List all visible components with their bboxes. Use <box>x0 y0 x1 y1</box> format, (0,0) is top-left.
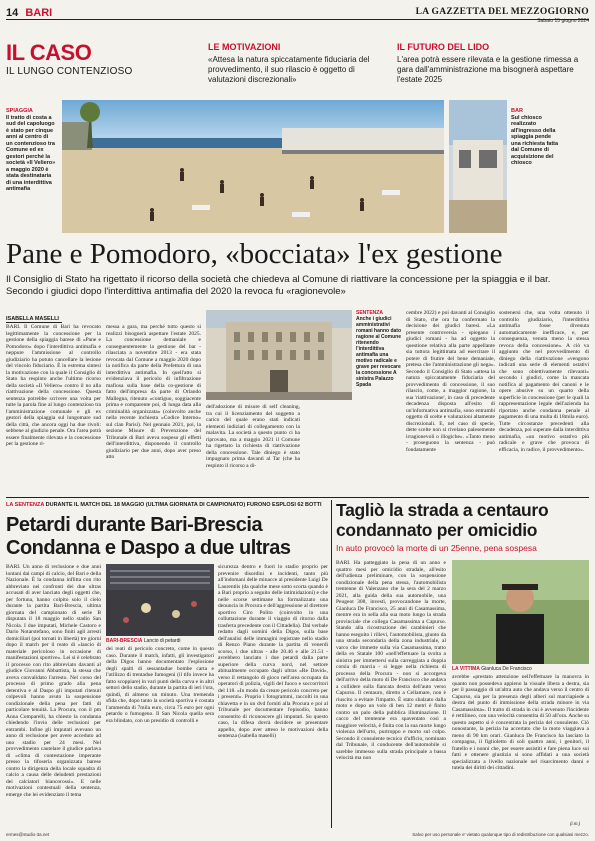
quote-text: «Attesa la natura spiccatamente fiduciaria del provvedimento, il suo rilascio è oggetto di valutazioni discrezionali» <box>208 55 370 84</box>
quote-text: L'area potrà essere rilevata e la gestione rimessa a gara dall'amministrazione ma bisognerà aspettare l'estate 2025 <box>397 55 579 84</box>
masthead-date: Sabato 15 giugno 2024 <box>537 18 589 24</box>
story2-headline-line2: Condanna e Daspo a due ultras <box>6 537 291 559</box>
story2-headline <box>6 514 326 560</box>
palazzo-spada-image <box>206 310 352 400</box>
story2-headline-line1: Petardi durante Bari-Brescia <box>6 514 263 536</box>
bar-photo-image <box>449 100 507 233</box>
story2-kicker <box>6 502 336 508</box>
victim-photo-caption <box>452 666 589 672</box>
page-header <box>6 6 589 24</box>
caption-label: BAR <box>511 108 523 114</box>
photo-caption-label: LA VITTIMA <box>452 666 480 672</box>
story2-column-3: sicurezza dentro e fuori lo stadio proprio per prevenire disordini e incidenti, tanto più all'indomani delle minacce al presidente Luigi De Laurentiis (da qualche mese sotto scorta quando è a Bari proprio a seguito delle intimidazioni) e che nelle scorse settimane ha formalizzato una denuncia in Procura e dell'aggressione al direttore sportivo Ciro Polito (coinvolto in una colluttazione durante il viaggio di ritorno dalla trasferta precedente con il Cittadella). Dal verbale redatto dagli uomini della Digos, sulla base dell'analisi delle immagini registrate nello stadio di Renzo Piano durante la partita di venerdì scorso, i due ultras - alle 20.46 e alle 21.51 - avrebbero lanciato i due petardi dalla parte superiore della curva nord, nel settore abitualmente occupato dagli ultras «Re David», verso il rettangolo di gioco nell'area occupata da operatori di polizia, vigili del fuoco e soccorritori del 118. «In modo da creare pericolo concreto per i presenti». Proprio i fotogrammi, raccolti in una chiavetta e in un dvd forniti alla Procura e poi al Tribunale per documentare l'episodio, hanno consentito di riconoscere gli imputati. Su questo caso, la difesa dovrà decidere se presentare appello, dopo aver atteso le motivazioni della sentenza (isabella maselli) <box>218 564 328 739</box>
bar-photo <box>449 100 507 233</box>
section-name: BARI <box>25 6 53 19</box>
caption-text: Sul chiosco realizzato all'ingresso della spiaggia pende una richiesta fatta dal Comune di acquisizione del chiosco <box>511 114 559 166</box>
section-divider <box>6 497 589 498</box>
photo-caption-text: Lancio di petardi <box>143 638 181 644</box>
main-standfirst: Il Consiglio di Stato ha rigettato il ricorso della società che chiedeva al Comune di riattivare la concessione per la spiaggia e il bar. Secondo i giudici dopo l'interdittiva antimafia del 2020 la revoca fu «ragionevole» <box>6 274 551 297</box>
victim-image <box>452 560 589 664</box>
bar-caption <box>511 108 561 167</box>
story2-kicker-label: LA SENTENZA <box>6 502 45 508</box>
story1-column-2: messa a gara, ma perché tutto questo si realizzi bisognerà aspettare l'estate 2025. La concessione demaniale e conseguentemente la gestione del bar - rilasciata a novembre 2013 - era stata revocata dal Comune a maggio 2020 dopo la notifica da parte della Prefettura di una interdittiva antimafia. In quell'atto si evidenziava il pericolo di infiltrazione mafiosa sulla base della co-gestione di fatto dell'impresa da parte di Orlando Mallegna, ritenuto «contiguo, soggiacente prima e comparente poi, di lunga data alla criminalità organizzata» (coinvolto anche nella recente inchiesta «Codice Interno» sul clan Parisi). Nel gennaio 2021, poi, la sezione Misure di Prevenzione del Tribunale di Bari aveva sospeso gli effetti dell'interdittiva, disponendo il controllo giudiziario per due anni, dopo aver preso atto <box>106 324 201 460</box>
byline: ISABELLA MASELLI <box>6 316 62 323</box>
story3-headline <box>336 500 589 540</box>
story1-column-5: sostenersi che, una volta ottenuto il controllo giudiziario, l'interdittiva antimafia fosse divenuta automaticamente inefficace, e, per conseguenza, venuta meno la stessa revoca della concessione». A ciò va aggiunto che nel provvedimento di diniego della riattivazione «vengono indicati una serie di elementi ostativi che sono obiettivamente rilevanti» secondo i giudici, come la mancata notifica al pagamento dei canoni e le opere abusive su un quarto della superficie in concessione (per le quali la rappresentazione legale dell'azienda ha riportato anche condanna penale al pagamento di una multa di 18mila euro). Tutte circostanze precedenti alla decadenza, poi superate dalla interdittiva antimafia, «un motivo ostativo più radicale e grave che provoca di efficacia, in radice, il provvedimento». <box>499 310 589 453</box>
story2-kicker-text: DURANTE IL MATCH DEL 18 MAGGIO (ULTIMA GIORNATA DI CAMPIONATO) FURONO ESPLOSI 62 BOTTI <box>45 502 322 508</box>
story3-signature: (i.m.) <box>570 821 581 826</box>
masthead <box>416 1 589 24</box>
story1-column-3: dell'adozione di misure di self cleaning, tra cui il licenziamento del soggetto a carico del quale erano stati indicati elementi indiziari di collegamento con la malavita. La società a questo punto ci ha riprovato, ma a maggio 2021 il Comune ha rigettato la richiesta di riattivazione della concessione. Tale diniego è stato impugnato prima davanti al Tar (che ha respinto il ricorso a di- <box>206 404 300 469</box>
case-subtitle: IL LUNGO CONTENZIOSO <box>6 66 133 77</box>
caption-label: SPIAGGIA <box>6 108 33 114</box>
story2-column-2: dei reati di pericolo concreto, come in questo caso. Durante il match, infatti, gli investigatori della Digos hanno documentato l'esplosione degli spalti di sessantadue bombe carta e l'utilizzo di trentadue fumogeni (il tifo invece ha fatto scoppiare) in vari punti della curva e in altri settori dello stadio, durante la partita di ieri l'ora, quindi, di almeno un minuto. Una tremenda sfida che, dopo tanto la società sportiva è costata l'ammenda di 7mila euro, circa 75 euro per ogni petardo o fumogeno. Il San Nicola quella sera era blindato, con un presidio di controlli e <box>106 646 214 724</box>
footer-notice: Salvo per uso personale e' vietato qualunque tipo di redistribuzione con qualsiasi mezzo. <box>412 832 589 837</box>
story1-column-4: cembre 2022) e poi davanti al Consiglio di Stato, che ora ha confermato la decisione dei giudici baresi. «La presente controversia - spiegano i giudici romani - ha ad oggetto la questione relativa alla parte appellante sia tuttora legittimata ad esercitare il potere di frutire del bene demaniale, pretesa che l'amministrazione gli nega». Secondo il Consiglio di Stato «attesa la natura spiccatamente fiduciaria del provvedimento di concessione, il suo rilascio, come, a maggior ragione, la sua 'riattivazione', in caso di precedente decadenza disposta all'esito di un'informativa antimafia, sono entrambi oggetto di scelte e valutazioni altamente discrezionali. E, nel caso di specie, dette scelte non si rivelano palesemente irragionevoli o illogiche». «Tanto meno - proseguono la sentenza - può fondatamente <box>406 310 495 453</box>
story3-headline-line2: condannato per omicidio <box>336 520 538 540</box>
caption-text: Il tratto di costa a sud del capoluogo è stato per cinque anni al centro di un contenzioso tra Comune ed ex gestori perché la società «Il Veliero» a maggio 2020 è stata destinataria di una interdittiva antimafia <box>6 114 56 192</box>
palazzo-spada-photo <box>206 310 352 400</box>
story3-column-2: avrebbe «prestato attenzione nell'effettuare la manovra in quanto non possedeva appieno la visuale libera a destra, sia per il passaggio di un'altra auto che andava verso il centro di Capurso, sia per la presenza degli alberi sul marciapiede a destra del punto di immissione della strada minore in via Casamassima». Il tratto di strada in cui è avvenuto l'incidente è rettilineo, con una velocità consentita di 50 all'ora. Anche su questo aspetto si è concentrata la perizia del consulente. Ciò nonostante, la perizia ha accertato che la moto viaggiava a meno di 90 km orari. Gianluca De Francisco ha lasciato la compagna, il figlioletto di soli quattro anni, i genitori, il fratello e i nonni che, per essere assistiti e fare piena luce sui fatti e ottenere giustizia si sono affidati a una società specializzata a livello nazionale nel risarcimento danni e tutela dei diritti dei cittadini. <box>452 674 589 771</box>
story3-column-1: BARI. Ha patteggiato la pena di un anno e quattro mesi per omicidio stradale, all'esito dell'udienza preliminare, con la sospensione condizionale della pena stessa, l'automobilista trentenne di Valenzano che la sera del 2 marzo 2021, alla guida della sua automobile, una Peugeot 308, investì, provocandone la morte, Gianluca De Francisco, 25 anni di Casamassima, mentre era in sella alla sua moto lungo la strada provinciale che collega Casamassima a Capurso. Stando alla ricostruzione dei carabinieri che hanno eseguito i rilievi, l'automobilista, giunto da una strada secondaria della zona industriale, al varco che immette sulla via Casamassima, tratto della ex Statale 100 «nell'effettuare la svolta a sinistra per immettersi sulla carreggiata a doppia corsia di marcia - si legge nella richiesta di processo della Procura - non si accorgeva dell'arrivo della moto di De Francisco che andava a collidere sulla fiancata destra dell'auto verso Capurso. Il centauro, diretto a Cellamare, non è riuscito a evitare l'impatto. È stato sbalzato dalla moto e dopo un volo di ben 12 metri è finito contro un palo della pubblica illuminazione. Il cacco del trentenne era spaventato così a maggiore velocità, è finita con la sua morte lungo violenza dell'urto, purtroppo e morto sul colpo. Secondo il consulente tecnico d'ufficio, nominato dal Tribunale, il conducente dell'automobile si sarebbe immesso sulla strada principale a bassa velocità ma non <box>336 560 446 761</box>
masthead-name: LA GAZZETTA DEL MEZZOGIORNO <box>415 7 589 17</box>
quote-futuro-lido <box>397 42 587 85</box>
story2-column-1: BARI. Un anno di reclusione e due anni lontani dai campi di calcio, del Bari e della Nazionale. È la condanna inflitta con rito abbreviato nei confronti dei due ultras accusati di aver lanciato degli oggetti che, per fortuna, hanno colpito solo il cielo durante la partita Bari-Brescia, ultima giornata del campionato di serie B disputata il 18 maggio nello stadio San Nicola. I due imputati, Michele Castoro e Dario Notarstefano, sono finiti agli arresti domiciliari (poi tornati in libertà) tre giorni dopo il match per il reato di «lancio di materiale pericoloso in occasione di manifestazioni sportive». Lei si è celebrato il processo con rito abbreviato davanti al giudice Giovanni Abbattista, la stessa che aveva convalidato l'arresto. Nel corso del processo di primo grado alla pena detentiva e al Daspo gli imputati ritenuti colpevoli hanno avuto la sospensione condizionale della pena per fatti di particolare tenuità. La Procura, con il pm Anna Comparelli, ha chiesto la condanna chiedendo l'invio delle reclusioni per entrambi. Infine gli imputati avevano un anno di reclusione per avere acceduto ad uno stadio per 24 mesi. Nel provvedimento cautelare il giudice parlava di «clima di contestazione imperante presso la tifoseria organizzata barese contro la dirigenza della locale squadra di calcio a causa delle deludenti prestazioni dei calciatori biancorossi». E nelle motivazioni contestuali della sentenza, emerge che lei evidenziato il tema <box>6 564 101 798</box>
stadium-photo <box>106 564 214 636</box>
caption-label: SENTENZA <box>356 310 383 316</box>
photo-caption-label: BARI-BRESCIA <box>106 638 143 644</box>
quote-title: IL FUTURO DEL LIDO <box>397 42 490 52</box>
case-kicker: IL CASO <box>6 40 92 65</box>
main-headline: Pane e Pomodoro, «bocciata» l'ex gestione <box>6 238 503 270</box>
story3-headline-line1: Tagliò la strada a centauro <box>336 500 549 520</box>
column-divider <box>331 500 332 828</box>
story1-column-1: BARI. Il Comune di Bari ha revocato legittimamente la concessione per la gestione della spiaggia barese di «Pane e Pomodoro» dopo l'interdittiva antimafia e neppure l'ammissione al controllo giudiziario ha potuto cancellare la lesione del vincolo fiduciario. È in estrema sintesi la motivazione con la quale il Consiglio di Stato ha respinto anche l'ultimo ricorso della società «Il Veliero» contro il no alla riattivazione della concessione. Questa sentenza potrebbe scrivere una volta per tutte la parola fine al lungo contenzioso tra l'amministrazione comunale e gli ex gestori della spiaggia sul lungomare sud della città, che ancora oggi ha due rivoli: sebbene al giudizio penale. Ora l'area potrà essere finalmente rilevata e la concessione per la gestione ri- <box>6 324 101 447</box>
story3-subhead: In auto provocò la morte di un 25enne, pena sospesa <box>336 543 537 553</box>
photo-caption-text: Gianluca De Francisco <box>481 666 532 672</box>
sentenza-caption <box>356 310 404 388</box>
quote-motivazioni <box>208 42 388 85</box>
beach-photo <box>62 100 444 233</box>
victim-photo <box>452 560 589 664</box>
beach-photo-image <box>62 100 444 233</box>
footer-email: ermes@studio-3a.net <box>6 832 50 837</box>
page-number-block <box>6 7 52 19</box>
page-number: 14 <box>6 6 19 19</box>
caption-text: Anche i giudici amministrativi romani hanno dato ragione al Comune ritenendo l'interdittiva antimafia una motivo radicale e grave per revocare la concessione A sinistra Palazzo Spada <box>356 316 402 388</box>
quote-title: LE MOTIVAZIONI <box>208 42 281 52</box>
stadium-image <box>106 564 214 636</box>
stadium-photo-caption <box>106 638 214 644</box>
page-footer <box>6 832 589 837</box>
spiaggia-caption <box>6 108 56 193</box>
